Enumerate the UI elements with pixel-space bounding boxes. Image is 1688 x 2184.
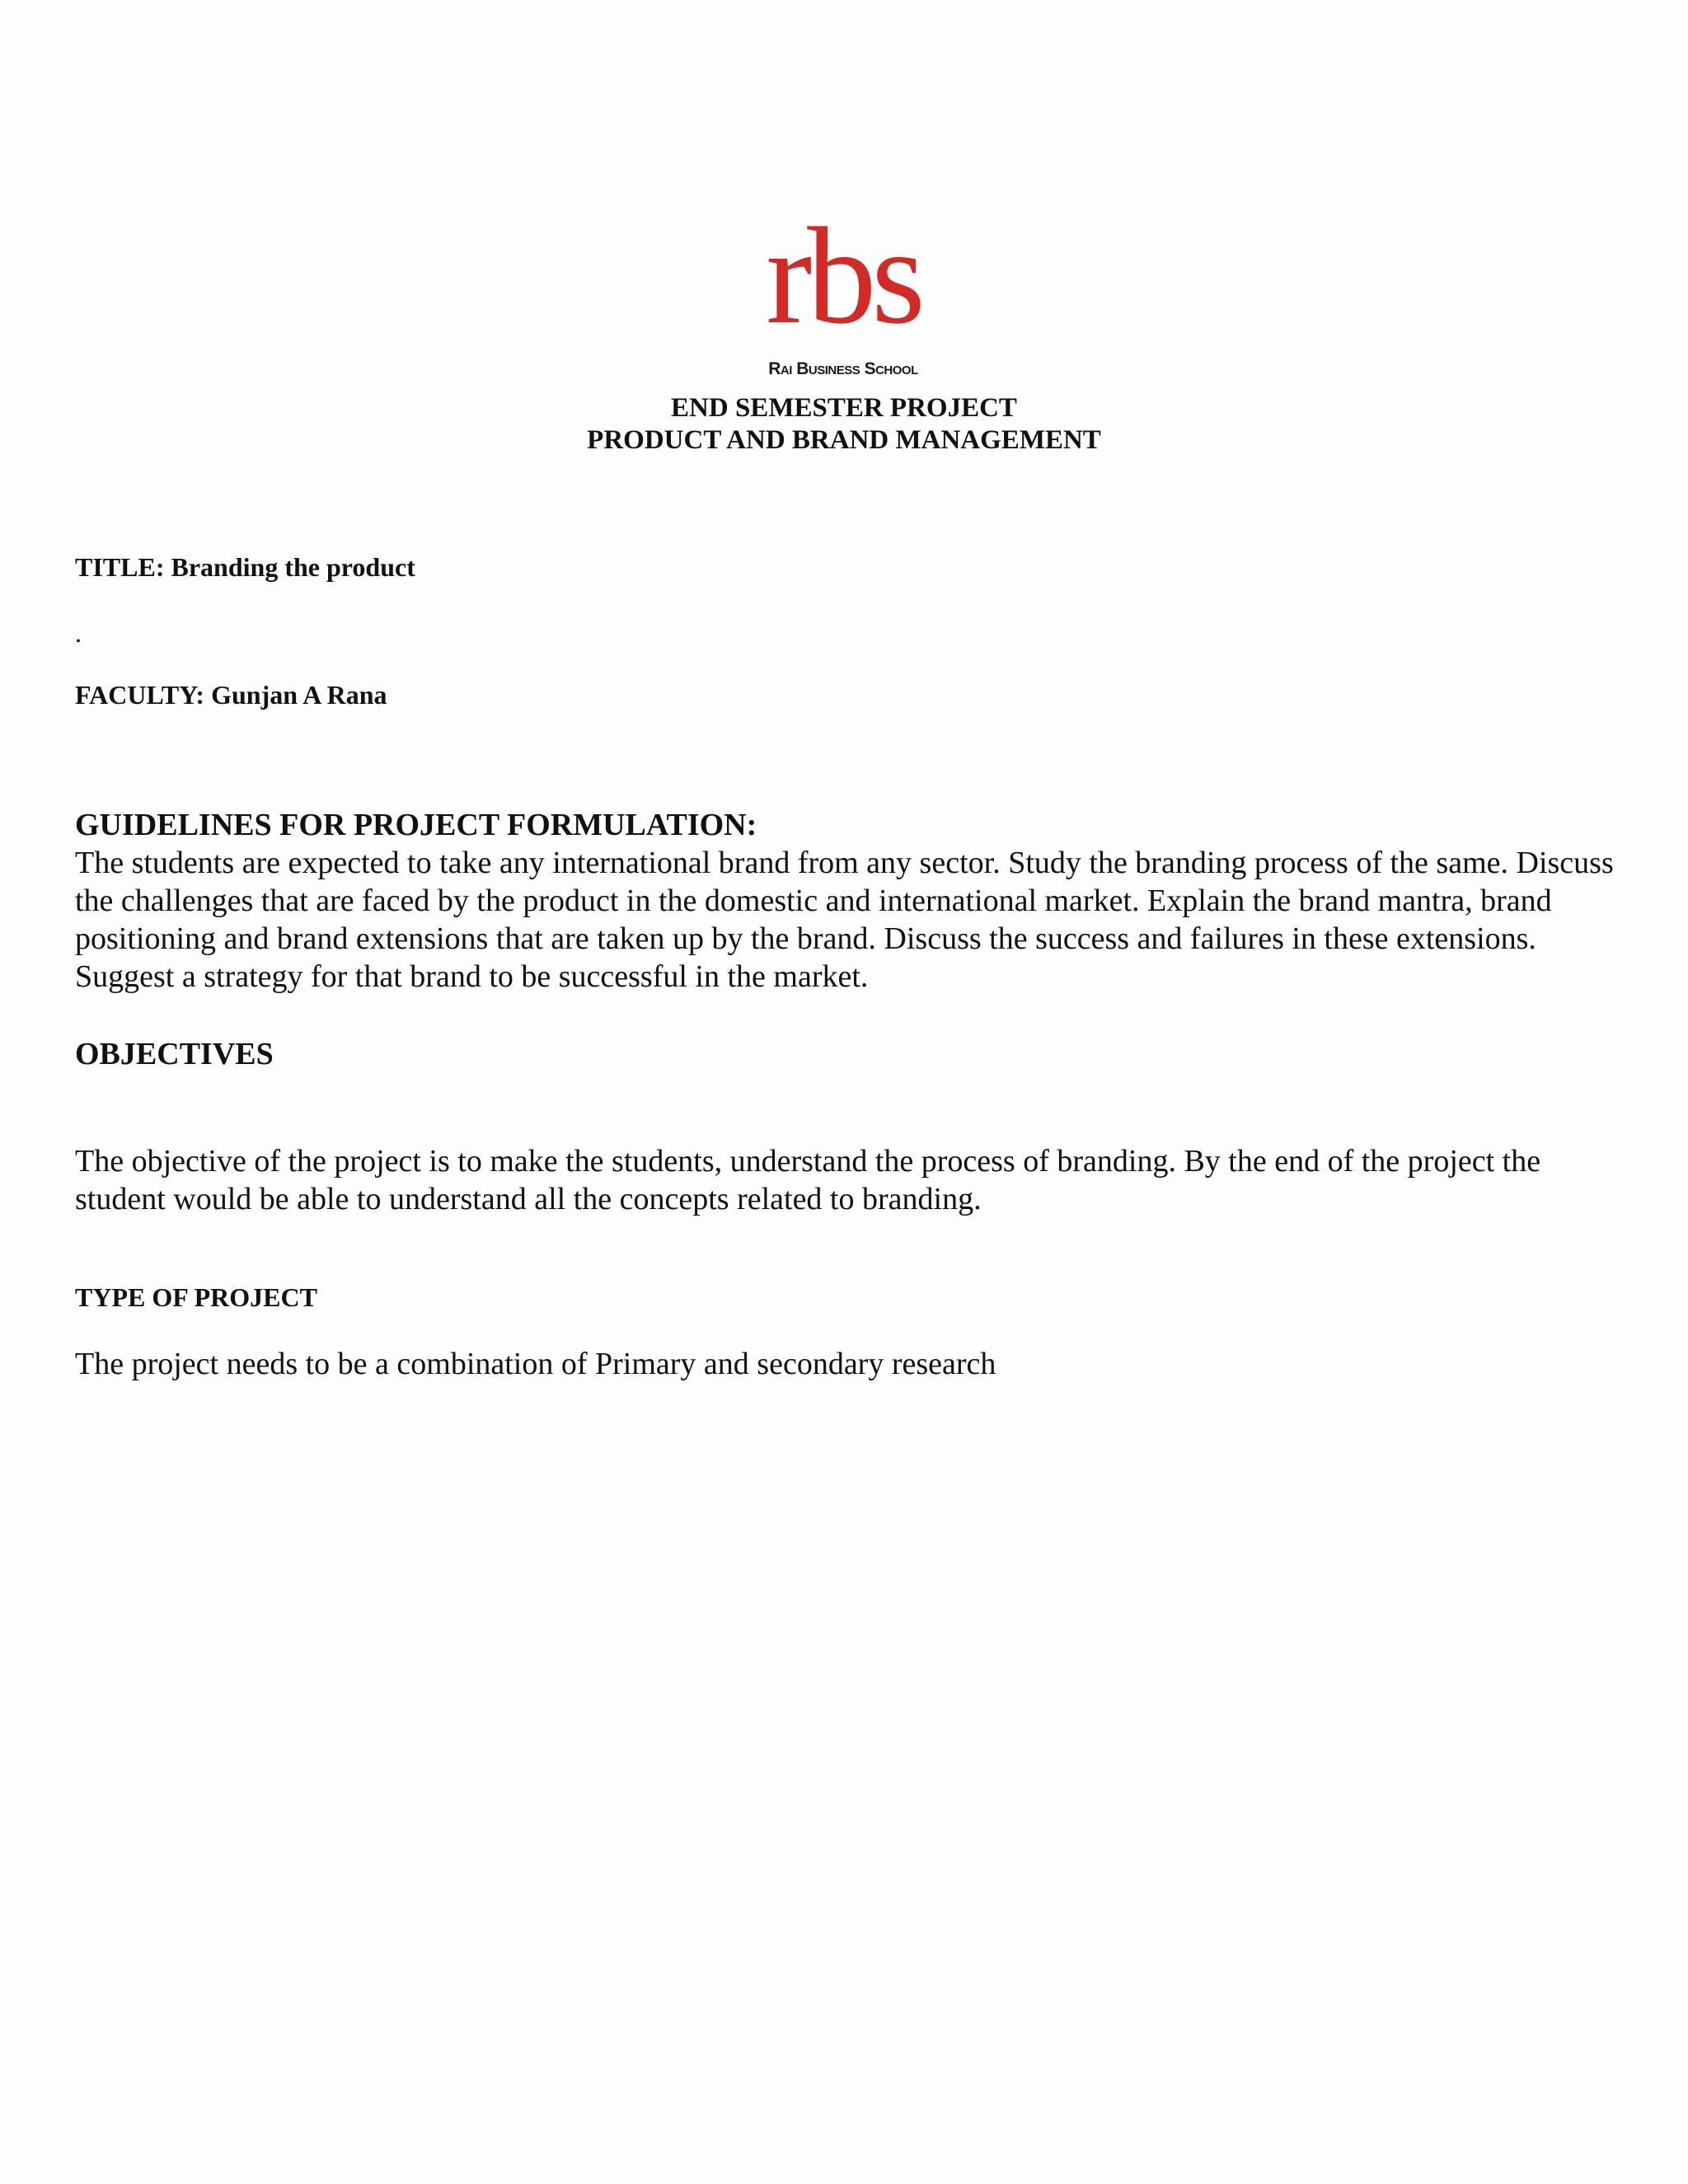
school-logo <box>757 199 930 384</box>
project-type-heading: TYPE OF PROJECT <box>75 1282 317 1312</box>
faculty-name: FACULTY: Gunjan A Rana <box>75 680 387 710</box>
guidelines-paragraph: The students are expected to take any international brand from any sector. Study the branding process of the same. Discuss the challenges that are faced by the product in the domestic and international market. Explain the brand mantra, brand positioning and brand extensions that are taken up by the brand. Discuss the success and failures in these extensions. Suggest a strategy for that brand to be successful in the market. <box>75 846 1614 994</box>
logo-subtitle: Rai Business School <box>768 359 918 378</box>
project-type-paragraph: The project needs to be a combination of Primary and secondary research <box>75 1347 996 1381</box>
project-title: TITLE: Branding the product <box>75 552 415 582</box>
separator-dot: . <box>75 618 82 648</box>
document-heading-line2: PRODUCT AND BRAND MANAGEMENT <box>587 425 1101 455</box>
objectives-heading: OBJECTIVES <box>75 1037 274 1071</box>
logo-wordmark: rbs <box>766 199 921 353</box>
objectives-paragraph: The objective of the project is to make the students, understand the process of branding. By the end of the project the student would be able to understand all the concepts related to branding. <box>75 1144 1541 1216</box>
guidelines-heading: GUIDELINES FOR PROJECT FORMULATION: <box>75 808 757 842</box>
document-heading-line1: END SEMESTER PROJECT <box>671 393 1017 423</box>
